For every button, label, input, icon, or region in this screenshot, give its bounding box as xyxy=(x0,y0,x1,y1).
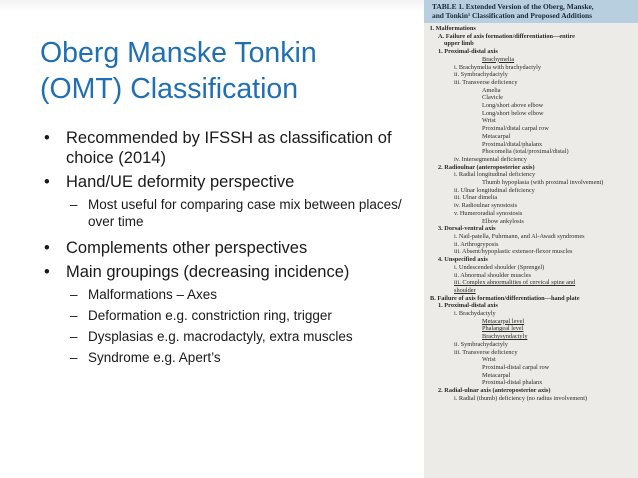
bullet-main-groupings: • Main groupings (decreasing incidence) xyxy=(40,262,420,282)
sub-bullet-deformation: – Deformation e.g. constriction ring, trigger xyxy=(40,307,420,324)
table-row: Metacarpal xyxy=(482,371,511,379)
table-row: 4. Unspecified axis xyxy=(438,256,488,264)
table-row: Metacarpal level xyxy=(482,317,525,325)
table-row: shoulder xyxy=(454,286,476,294)
table-row: ii. Symbrachydactyly xyxy=(454,71,508,79)
table-caption xyxy=(424,0,638,23)
table-row: Wrist xyxy=(482,117,496,125)
table-row: i. Undescended shoulder (Sprengel) xyxy=(454,263,545,271)
table-row: iii. Complex abnormalities of cervical spine and xyxy=(454,279,576,287)
table-caption-line-2: and Tonkin¹ Classification and Proposed Additions xyxy=(432,10,593,20)
table-row: iii. Absent/hypoplastic extensor-flexor muscles xyxy=(454,248,573,256)
table-row: i. Brachydactyly xyxy=(454,310,496,318)
bullet-ifssh: • Recommended by IFSSH as classification of choice (2014) xyxy=(40,128,420,168)
sub-bullet-malformations: – Malformations – Axes xyxy=(40,286,420,303)
table-row: i. Nail-patella, Fuhrmann, and Al-Awadi syndromes xyxy=(454,232,585,240)
table-row: Thumb hypoplasia (with proximal involvement) xyxy=(482,179,604,187)
title-line-1: Oberg Manske Tonkin xyxy=(40,37,317,69)
table-row: B. Failure of axis formation/differentiation—hand plate xyxy=(430,294,580,302)
table-row: ii. Arthrogryposis xyxy=(454,240,499,248)
table-row: I. Malformations xyxy=(430,25,476,32)
table-row: 1. Proximal-distal axis xyxy=(438,48,498,56)
table-row: A. Failure of axis formation/differentiation—entire xyxy=(438,32,575,40)
table-row: Proximal-distal carpal row xyxy=(482,363,550,371)
table-row: Clavicle xyxy=(482,94,503,102)
table-image-panel xyxy=(424,0,638,478)
table-row: iv. Radioulnar synostosis xyxy=(454,202,518,210)
table-row: Elbow ankylosis xyxy=(482,217,524,225)
table-row: iii. Ulnar dimelia xyxy=(454,194,498,202)
table-row: Proximal/distal carpal row xyxy=(482,125,549,133)
table-row: Metacarpal xyxy=(482,132,511,140)
bullet-complements: • Complements other perspectives xyxy=(40,238,420,258)
table-row: Brachymelia xyxy=(482,55,515,63)
table-row: i. Brachymelia with brachydactyly xyxy=(454,63,542,71)
table-row: Phalangeal level xyxy=(482,325,524,333)
table-row: iii. Transverse deficiency xyxy=(454,348,518,356)
sub-bullet-dysplasias: – Dysplasias e.g. macrodactyly, extra muscles xyxy=(40,328,420,345)
title-line-2: (OMT) Classification xyxy=(40,73,299,105)
table-row: ii. Symbrachydactyly xyxy=(454,340,508,348)
table-row: v. Humeroradial synostosis xyxy=(454,209,523,217)
slide-title xyxy=(40,35,410,107)
table-row: Proximal/distal/phalanx xyxy=(482,140,543,148)
table-row: 3. Dorsal-ventral axis xyxy=(438,225,496,233)
bullet-hand-perspective: • Hand/UE deformity perspective xyxy=(40,172,420,192)
table-row: 2. Radioulnar (anteroposterior axis) xyxy=(438,163,535,171)
table-row: Brachysyndactyly xyxy=(482,333,528,341)
table-row: upper limb xyxy=(444,40,474,48)
table-body xyxy=(424,23,638,402)
table-row: ii. Ulnar longitudinal deficiency xyxy=(454,186,535,194)
table-row: ii. Abnormal shoulder muscles xyxy=(454,271,531,279)
table-row: Proximal-distal phalanx xyxy=(482,379,543,387)
table-row: 1. Proximal-distal axis xyxy=(438,302,498,310)
table-row: i. Radial (thumb) deficiency (no radius involvement) xyxy=(454,394,588,402)
table-row: Amelia xyxy=(482,86,501,94)
table-row: iv. Intersegmental deficiency xyxy=(454,155,527,163)
table-row: Long/short above elbow xyxy=(482,102,544,110)
table-caption-line-1: TABLE 1. Extended Version of the Oberg, Manske, xyxy=(432,2,594,11)
sub-bullet-syndrome: – Syndrome e.g. Apert’s xyxy=(40,349,420,366)
table-row: Long/short below elbow xyxy=(482,109,544,117)
bullet-list xyxy=(40,128,420,370)
table-row: i. Radial longitudinal deficiency xyxy=(454,171,536,179)
sub-bullet-case-mix: – Most useful for comparing case mix between places/ over time xyxy=(40,196,420,230)
table-row: Phocomelia (total/proximal/distal) xyxy=(482,148,569,156)
table-row: Wrist xyxy=(482,356,496,364)
table-row: iii. Transverse deficiency xyxy=(454,78,518,86)
table-row: 2. Radial-ulnar axis (anteroposterior axis) xyxy=(438,387,551,395)
